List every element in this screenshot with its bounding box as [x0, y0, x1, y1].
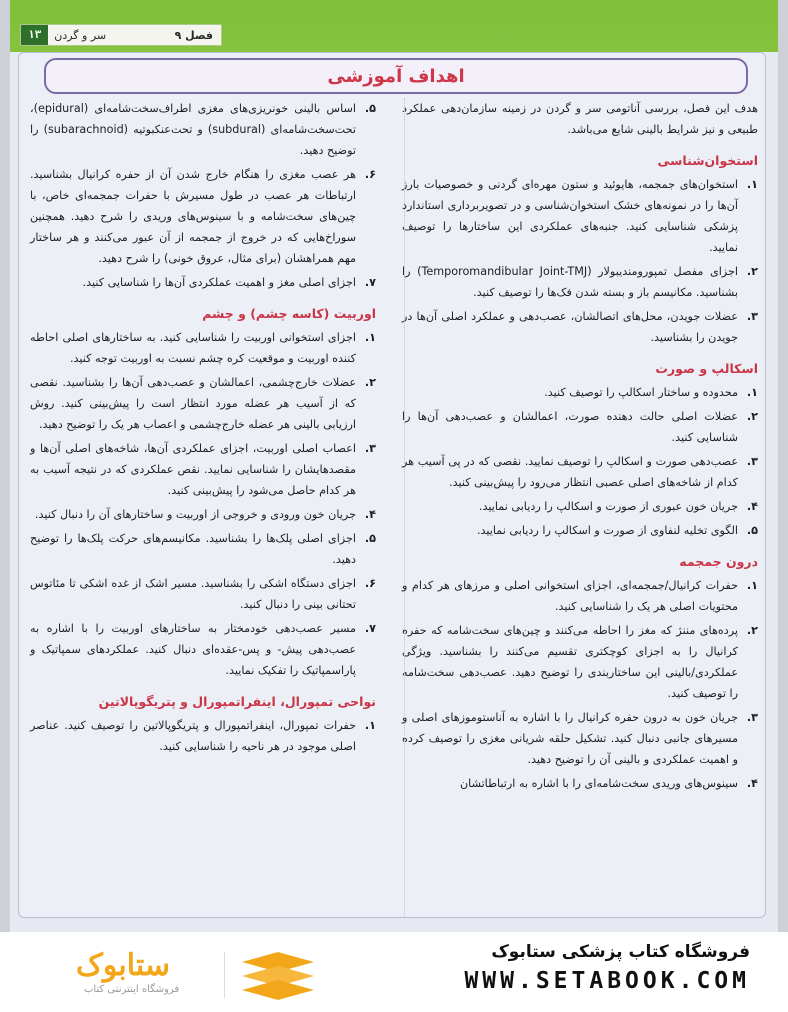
book-stack-icon — [238, 950, 318, 1002]
book-page — [10, 0, 778, 1012]
heading-orbit: اوربیت (کاسه چشم) و چشم — [202, 306, 376, 321]
store-banner — [0, 932, 788, 1012]
scalp-list — [402, 382, 758, 541]
intro-text: هدف این فصل، بررسی آناتومی سر و گردن در زمینه سازمان‌دهی عملکرد طبیعی و نیز شرایط بالینی شایع می‌باشد. — [402, 102, 758, 136]
list-item: ۴. سینوس‌های وریدی سخت‌شامه‌ای را با اشاره به ارتباطاتشان — [459, 777, 758, 790]
list-item: ۱. حفرات کرانیال/جمجمه‌ای، اجزای استخوانی اصلی و مرزهای هر کدام و محتویات اصلی هر یک را شناسایی کنید. — [402, 579, 758, 613]
banner-text — [420, 942, 750, 994]
chapter-label: فصل ۹ — [174, 28, 213, 42]
list-item: ۳. عضلات جویدن، محل‌های اتصالشان، عصب‌دهی و عملکرد اصلی آن‌ها در جویدن را بشناسید. — [402, 310, 758, 344]
temporal-list — [30, 715, 376, 757]
store-url[interactable]: WWW.SETABOOK.COM — [464, 968, 750, 994]
list-item: ۱. استخوان‌های جمجمه، هایوئید و ستون مهره‌ای گردنی و خصوصیات بارز آن‌ها را در نمونه‌های خشک استخوان‌شناسی و در تصویربرداری استاندارد پزشکی شناسایی کنید. جنبه‌های عملکردی این ساختارها را توصیف نمایید. — [402, 178, 758, 254]
list-item: ۵. اساس بالینی خونریزی‌های مغزی اطراف‌سخت‌شامه‌ای (epidural)، تحت‌سخت‌شامه‌ای (subdural) و تحت‌عنکبوتیه (subarachnoid) را توضیح دهید. — [30, 102, 376, 157]
list-item: ۷. مسیر عصب‌دهی خودمختار به ساختارهای اوربیت را با اشاره به عصب‌دهی پیش- و پس-عقده‌ای دنبال کنید. عملکردهای سمپاتیک و پاراسمپاتیک را تفکیک نمایید. — [30, 622, 376, 677]
orbit-list — [30, 327, 376, 681]
list-item: ۲. پرده‌های مننژ که مغز را احاطه می‌کنند و چین‌های سخت‌شامه که حفره کرانیال را به اجزای کوچکتری تقسیم می‌کنند را بشناسید. ویژگی عملکردی/بالینی این ساختاربندی را توضیح دهید. عصب‌دهی سخت‌شامه را توصیف کنید. — [402, 624, 758, 700]
heading-osteology: استخوان‌شناسی — [657, 153, 758, 168]
cranium-list — [402, 575, 758, 794]
list-item: ۵. اجزای اصلی پلک‌ها را بشناسید. مکانیسم‌های حرکت پلک‌ها را توضیح دهید. — [30, 532, 376, 566]
store-logo[interactable] — [76, 948, 326, 1002]
list-item: ۷. اجزای اصلی مغز و اهمیت عملکردی آن‌ها را شناسایی کنید. — [82, 276, 376, 289]
title-box — [44, 58, 748, 94]
list-item: ۱. اجزای استخوانی اوربیت را شناسایی کنید. به ساختارهای اصلی احاطه کننده اوربیت و موقعیت کره چشم نسبت به اوربیت توجه کنید. — [30, 331, 376, 365]
store-name: فروشگاه کتاب پزشکی ستابوک — [491, 942, 750, 962]
page-title: اهداف آموزشی — [327, 65, 465, 87]
section-label: سر و گردن — [54, 28, 107, 42]
list-item: ۱. حفرات تمپورال، اینفراتمپورال و پتریگوپالاتین را توصیف کنید. عناصر اصلی موجود در هر ناحیه را شناسایی کنید. — [30, 719, 376, 753]
list-item: ۲. عضلات اصلی حالت دهنده صورت، اعمالشان و عصب‌دهی آن‌ها را شناسایی کنید. — [402, 410, 758, 444]
right-column — [402, 98, 758, 797]
heading-scalp-face: اسکالپ و صورت — [655, 361, 758, 376]
logo-wordmark: ستابوک — [76, 949, 171, 982]
column-divider — [404, 98, 405, 918]
list-item: ۳. اعصاب اصلی اوربیت، اجزای عملکردی آن‌ها، شاخه‌های اصلی آن‌ها و مقصدهایشان را شناسایی نمایید. نقص عملکردی که در نتیجه آسیب به هر کدام حاصل می‌شود را پیش‌بینی کنید. — [30, 442, 376, 497]
heading-cranium: درون جمجمه — [679, 554, 758, 569]
list-item: ۴. جریان خون ورودی و خروجی از اوربیت و ساختارهای آن را دنبال کنید. — [34, 508, 376, 521]
page-number: ۱۳ — [21, 25, 48, 45]
list-item: ۲. اجزای مفصل تمپورومندیبولار (Temporomandibular Joint-TMJ) را بشناسید. مکانیسم باز و بسته شدن فک‌ها را توصیف کنید. — [402, 265, 758, 299]
logo-separator — [224, 952, 225, 998]
list-item: ۶. اجزای دستگاه اشکی را بشناسید. مسیر اشک از غده اشکی تا مئاتوس تحتانی بینی را دنبال کنید. — [30, 577, 376, 611]
list-item: ۱. محدوده و ساختار اسکالپ را توصیف کنید. — [544, 386, 758, 399]
logo-tagline: فروشگاه اینترنتی کتاب — [84, 984, 180, 995]
list-item: ۳. عصب‌دهی صورت و اسکالپ را توصیف نمایید. نقصی که در پی آسیب هر کدام از شاخه‌های اصلی عصبی انتظار می‌رود را پیش‌بینی کنید. — [402, 455, 758, 489]
left-column — [30, 98, 376, 760]
osteology-list — [402, 174, 758, 348]
heading-temporal: نواحی تمپورال، اینفراتمپورال و پتریگوپالاتین — [98, 694, 376, 709]
list-item: ۲. عضلات خارج‌چشمی، اعمالشان و عصب‌دهی آن‌ها را بشناسید. نقصی که از آسیب هر عضله مورد انتظار است را پیش‌بینی کنید. روش ارزیابی بالینی هر عضله خارج‌چشمی و اعصاب هر یک را توضیح دهید. — [30, 376, 376, 431]
brain-list — [30, 98, 376, 293]
list-item: ۵. الگوی تخلیه لنفاوی از صورت و اسکالپ را ردیابی نمایید. — [476, 524, 758, 537]
list-item: ۳. جریان خون به درون حفره کرانیال را با اشاره به آناستوموزهای اصلی و مسیرهای جانبی دنبال کنید. تشکیل حلقه شریانی مغزی را توصیف کرده و اهمیت عملکردی و بالینی آن را توضیح دهید. — [402, 711, 758, 766]
list-item: ۴. جریان خون عبوری از صورت و اسکالپ را ردیابی نمایید. — [478, 500, 758, 513]
running-header — [20, 24, 222, 46]
list-item: ۶. هر عصب مغزی را هنگام خارج شدن آن از حفره کرانیال بشناسید. ارتباطات هر عصب در طول مسیرش با حفرات جمجمه‌ای خاص، با چین‌های سخت‌شامه و با سینوس‌های وریدی را شرح دهید. همچنین سوراخ‌هایی که در خروج از جمجمه از آن عبور می‌کنند و هر ساختار مهم همراهشان (برای مثال، عروق خونی) را شرح دهید. — [30, 168, 376, 265]
